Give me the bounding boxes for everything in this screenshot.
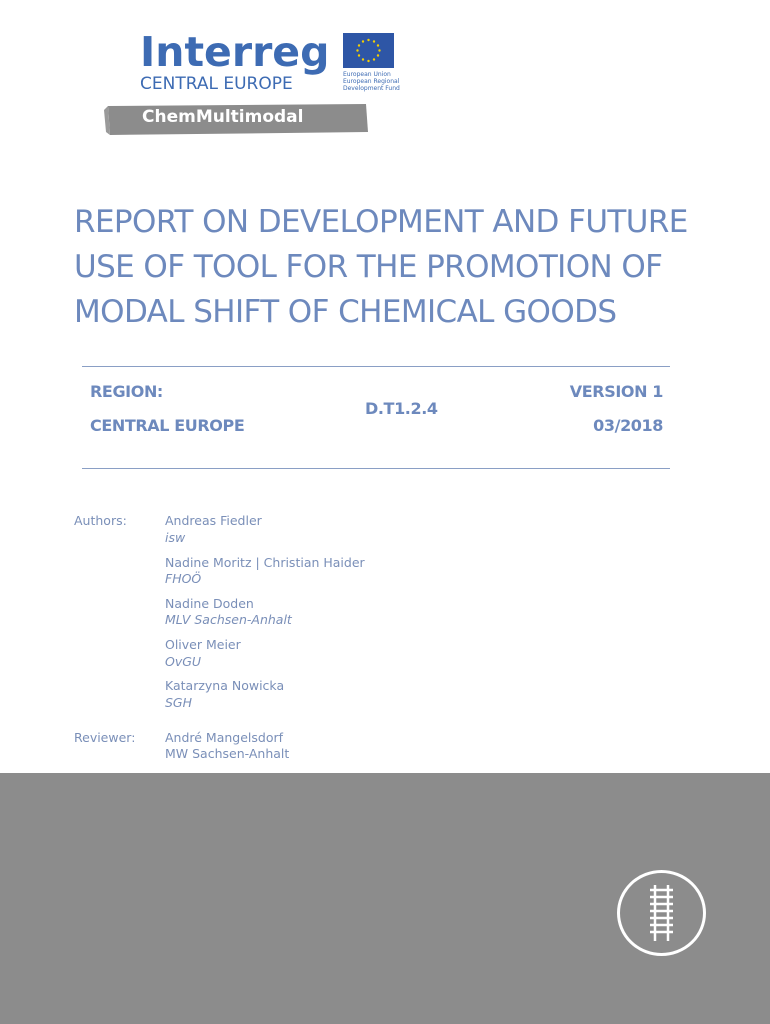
author-org: MLV Sachsen-Anhalt <box>165 612 292 627</box>
title-line: MODAL SHIFT OF CHEMICAL GOODS <box>74 294 617 330</box>
region-value: CENTRAL EUROPE <box>90 416 245 435</box>
railway-track-icon <box>616 869 707 957</box>
eu-line: European Regional <box>343 78 400 85</box>
version-label: VERSION 1 <box>569 382 663 401</box>
divider-top <box>82 366 670 367</box>
eu-line: Development Fund <box>343 85 400 92</box>
region-label: REGION: <box>90 382 163 401</box>
author-org: OvGU <box>165 654 202 669</box>
reviewer-name: André Mangelsdorf <box>165 730 284 745</box>
title-line: USE OF TOOL FOR THE PROMOTION OF <box>74 249 663 285</box>
interreg-wordmark: Interreg <box>140 28 330 76</box>
author-org: isw <box>165 530 186 545</box>
title-line: REPORT ON DEVELOPMENT AND FUTURE <box>74 204 688 240</box>
report-title <box>74 200 714 335</box>
eu-flag-icon <box>343 33 394 68</box>
authors-label: Authors: <box>74 513 127 528</box>
project-name: ChemMultimodal <box>142 107 304 127</box>
author-name: Nadine Moritz | Christian Haider <box>165 555 365 570</box>
author-org: FHOÖ <box>165 571 202 586</box>
eu-line: European Union <box>343 71 391 78</box>
logo-region: CENTRAL EUROPE <box>140 74 293 94</box>
report-date: 03/2018 <box>593 416 663 435</box>
author-name: Oliver Meier <box>165 637 241 652</box>
author-org: SGH <box>165 695 193 710</box>
reviewer-label: Reviewer: <box>74 730 136 745</box>
interreg-logo <box>104 28 404 138</box>
reviewer-org: MW Sachsen-Anhalt <box>165 746 290 761</box>
eu-fund-text <box>343 71 403 92</box>
author-name: Andreas Fiedler <box>165 513 262 528</box>
deliverable-code: D.T1.2.4 <box>365 399 438 418</box>
author-name: Nadine Doden <box>165 596 254 611</box>
divider-bottom <box>82 468 670 469</box>
author-name: Katarzyna Nowicka <box>165 678 285 693</box>
